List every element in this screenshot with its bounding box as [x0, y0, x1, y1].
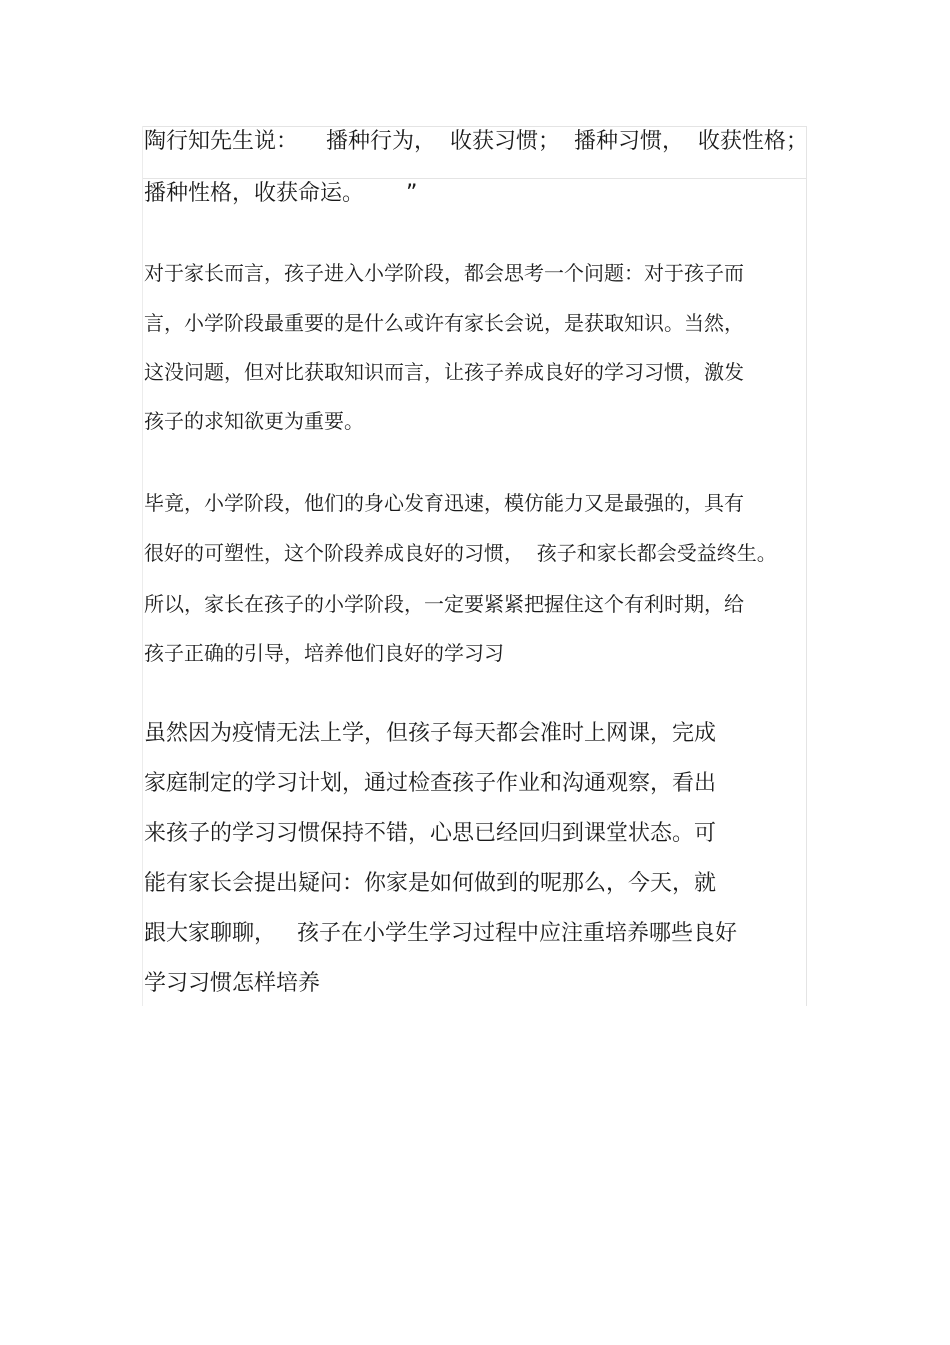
paragraph-2-line-3: 所以，家长在孩子的小学阶段，一定要紧紧把握住这个有利时期，给	[144, 592, 744, 616]
table-border-right	[806, 126, 807, 1006]
quote-line-1: 陶行知先生说： 播种行为， 收获习惯； 播种习惯， 收获性格；	[144, 129, 808, 154]
paragraph-2-line-4: 孩子正确的引导，培养他们良好的学习习	[144, 641, 504, 665]
quote-line-2: 播种性格，收获命运。 ”	[144, 181, 418, 206]
paragraph-3-line-1: 虽然因为疫情无法上学，但孩子每天都会准时上网课，完成	[144, 721, 717, 746]
paragraph-1-line-1: 对于家长而言，孩子进入小学阶段，都会思考一个问题：对于孩子而	[144, 261, 744, 285]
paragraph-3-line-6: 学习习惯怎样培养	[144, 971, 321, 996]
paragraph-3-line-4: 能有家长会提出疑问：你家是如何做到的呢那么，今天，就	[144, 871, 717, 896]
paragraph-1-line-3: 这没问题，但对比获取知识而言，让孩子养成良好的学习习惯，激发	[144, 360, 744, 384]
table-border-middle	[142, 178, 807, 179]
paragraph-2-line-2: 很好的可塑性，这个阶段养成良好的习惯， 孩子和家长都会受益终生。	[144, 541, 777, 565]
paragraph-2-line-1: 毕竟，小学阶段，他们的身心发育迅速，模仿能力又是最强的，具有	[144, 491, 744, 515]
paragraph-3-line-3: 来孩子的学习习惯保持不错，心思已经回归到课堂状态。可	[144, 821, 717, 846]
paragraph-3-line-2: 家庭制定的学习计划，通过检查孩子作业和沟通观察，看出	[144, 771, 717, 796]
paragraph-1-line-4: 孩子的求知欲更为重要。	[144, 409, 364, 433]
paragraph-1-line-2: 言，小学阶段最重要的是什么或许有家长会说，是获取知识。当然，	[144, 311, 744, 335]
paragraph-3-line-5: 跟大家聊聊， 孩子在小学生学习过程中应注重培养哪些良好	[144, 921, 737, 946]
table-border-top	[142, 126, 807, 127]
table-border-left	[142, 126, 143, 1006]
